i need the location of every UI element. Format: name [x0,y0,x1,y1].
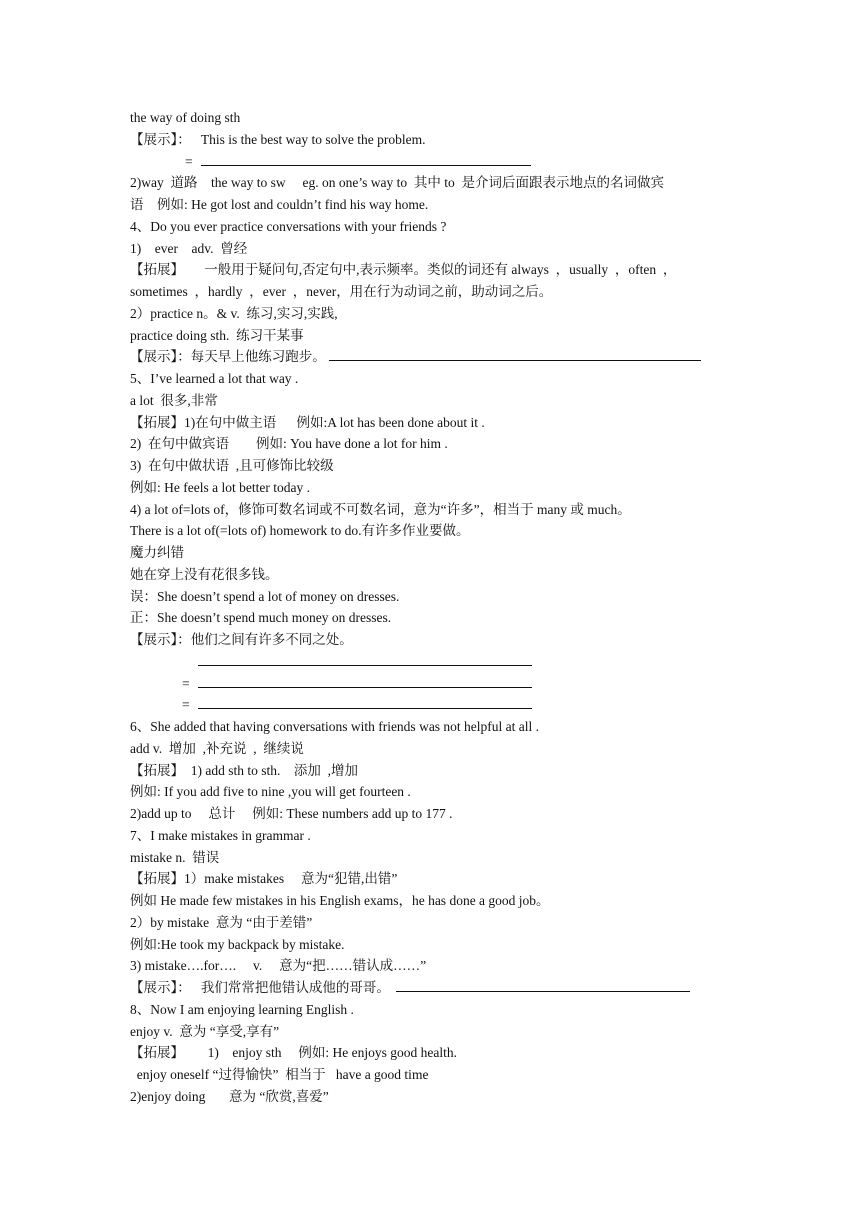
text-line: 例如 He made few mistakes in his English exams，he has done a good job。 [130,893,550,908]
text-line: 3) 在句中做状语 ,且可修饰比较级 [130,458,334,473]
answer-blank[interactable] [198,694,532,709]
text-line: 例如:He took my backpack by mistake. [130,936,345,952]
text-line: enjoy oneself “过得愉快” 相当于 have a good time [130,1067,429,1082]
answer-blank-line [130,673,740,695]
text-line: add v. 增加 ,补充说 , 继续说 [130,740,304,756]
text-line: 【拓展】 一般用于疑问句,否定句中,表示频率。类似的词还有 always ，usually ，often ， [130,262,677,278]
answer-blank-line [130,694,740,716]
text-line: 【拓展】1)在句中做主语 例如:A lot has been done about it . [130,414,485,430]
text-line: 语 例如: He got lost and couldn’t find his way home. [130,197,429,212]
text-line: 2)way 道路 the way to sw eg. on one’s way to 其中 to 是介词后面跟表示地点的名词做宾 [130,175,664,191]
text-line: 误：She doesn’t spend a lot of money on dresses. [130,588,400,604]
text-line: 【拓展】 1) enjoy sth 例如: He enjoys good health. [130,1045,457,1061]
text-line: sometimes ，hardly ，ever ，never，用在行为动词之前，助动词之后。 [130,284,553,299]
text-line: 正：She doesn’t spend much money on dresses. [130,610,392,626]
text-line: 【拓展】 1) add sth to sth. 添加 ,增加 [130,762,358,778]
text-line: 【拓展】1）make mistakes 意为“犯错,出错” [130,871,398,887]
text-line: 3) mistake….for…. v. 意为“把……错认成……” [130,958,427,974]
answer-blank[interactable] [201,151,531,166]
answer-blank-line [130,651,740,673]
text-line: 【展示】： This is the best way to solve the problem. [130,131,426,147]
text-line: 2)enjoy doing 意为 “欣赏,喜爱” [130,1088,329,1104]
text-line: 她在穿上没有花很多钱。 [130,566,279,582]
text-line: 2）practice n。& v. 练习,实习,实践, [130,305,338,321]
text-line: 魔力纠错 [130,545,184,560]
answer-blank[interactable] [198,651,532,666]
section-heading: 7、I make mistakes in grammar . [130,827,311,843]
section-heading: 5、I’ve learned a lot that way . [130,371,299,386]
text-line: enjoy v. 意为 “享受,享有” [130,1023,280,1039]
text-line: 2）by mistake 意为 “由于差错” [130,914,313,930]
text-line: 例如: He feels a lot better today . [130,479,310,495]
document-page [130,107,740,1108]
answer-blank-line [130,151,740,173]
text-line: 1) ever adv. 曾经 [130,240,248,256]
text-line: 例如: If you add five to nine ,you will get fourteen . [130,784,411,800]
text-line: practice doing sth. 练习干某事 [130,327,304,343]
equals-sign: = [182,675,190,691]
text-line: There is a lot of(=lots of) homework to do.有许多作业要做。 [130,523,470,539]
text-line: 2) 在句中做宾语 例如: You have done a lot for him . [130,436,448,452]
answer-blank[interactable] [329,346,701,361]
equals-sign: = [185,153,193,169]
answer-blank[interactable] [198,673,532,688]
text-line: 【展示】： 我们常常把他错认成他的哥哥。 [130,977,740,999]
text-line: 【展示】：他们之间有许多不同之处。 [130,632,353,647]
text-line: 2)add up to 总计 例如: These numbers add up to 177 . [130,806,453,821]
section-heading: 4、Do you ever practice conversations with your friends ? [130,218,447,234]
equals-sign: = [182,697,190,713]
section-heading: 8、Now I am enjoying learning English . [130,1001,354,1017]
text-line: 4) a lot of=lots of，修饰可数名词或不可数名词，意为“许多”，相当于 many 或 much。 [130,501,631,517]
text-line: mistake n. 错误 [130,849,220,865]
answer-blank[interactable] [396,977,690,992]
text-line: the way of doing sth [130,110,241,125]
text-line: 【展示】：每天早上他练习跑步。 [130,346,740,368]
section-heading: 6、She added that having conversations with friends was not helpful at all . [130,719,540,734]
text-line: a lot 很多,非常 [130,392,218,408]
